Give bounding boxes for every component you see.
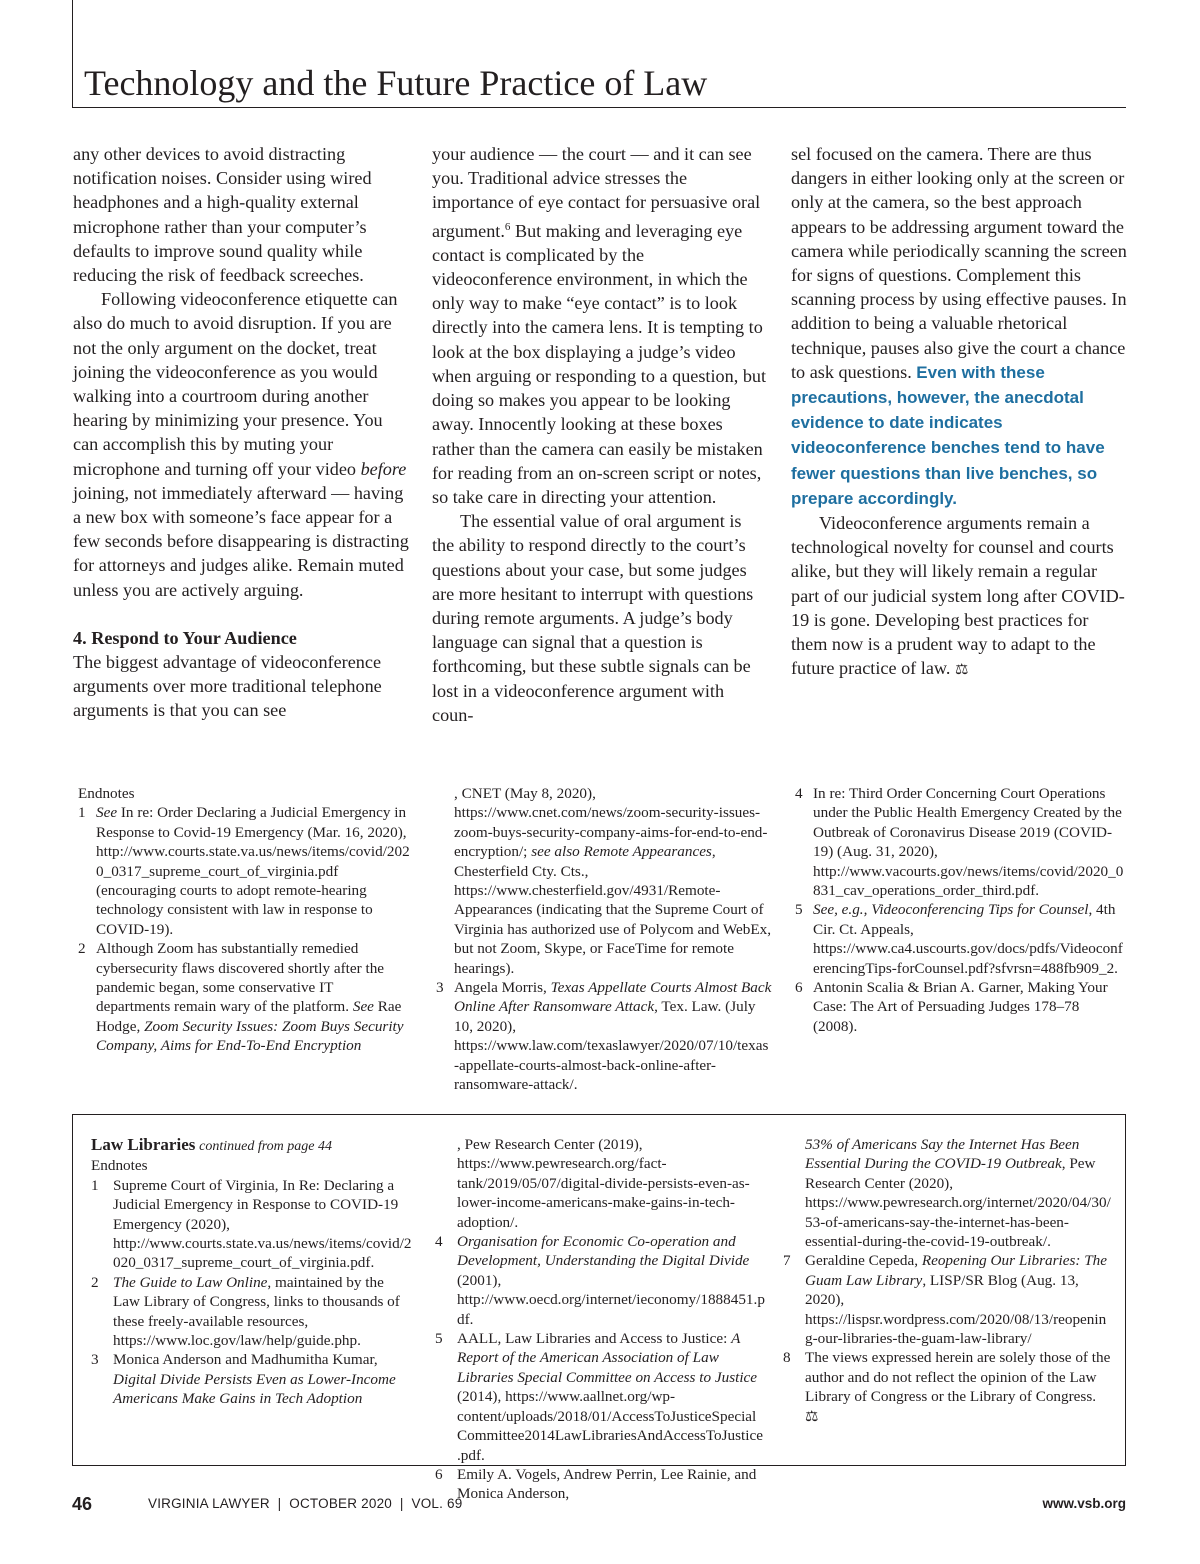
endnote-item: 4 Organisation for Economic Co-operation and Development, Understanding the Digital Divide (2001), http://www.oecd.org/internet/ieconomy/1888451.pdf. xyxy=(435,1233,765,1328)
endnotes-column-3 xyxy=(791,784,1127,1036)
endnote-item: 1 Supreme Court of Virginia, In Re: Declaring a Judicial Emergency in Response to COVID-19 Emergency (2020), http://www.courts.state.va.us/news/items/covid/2020_0317_supreme_court_of_virginia.pdf. xyxy=(91,1176,412,1272)
endnote-item: 6 Antonin Scalia & Brian A. Garner, Making Your Case: The Art of Persuading Judges 178–78 (2008). xyxy=(795,979,1108,1035)
sidebar-column-3 xyxy=(783,1135,1113,1427)
article-column-3 xyxy=(791,142,1127,682)
emphasis: before xyxy=(360,458,407,479)
paragraph: Following videoconference etiquette can also do much to avoid disruption. If you are not the only argument on the docket, treat joining the videoconference as you would walking into a courtroom during another hearing by minimizing your presence. You can accomplish this by muting your microphone and turning off your video before joining, not immediately afterward — having a new box with someone’s face appear for a few seconds before disappearing is distracting for attorneys and judges alike. Remain muted unless you are actively arguing. xyxy=(73,289,409,600)
section-heading: 4. Respond to Your Audience xyxy=(73,627,297,648)
endnote-item: 5 AALL, Law Libraries and Access to Justice: A Report of the American Association of Law Libraries Special Committee on Access to Justice (2014), https://www.aallnet.org/wp-content/uploads/2018/01/AccessToJusticeSpecialCommittee2014LawLibrariesAndAccessToJustice.pdf. xyxy=(435,1330,763,1464)
pull-highlight: Even with these precautions, however, the anecdotal evidence to date indicates videoconference benches tend to have fewer questions than live benches, so prepare accordingly. xyxy=(791,362,1105,508)
scales-icon: ⚖ xyxy=(954,662,969,679)
paragraph: Videoconference arguments remain a technological novelty for counsel and courts alike, but they will likely remain a regular part of our judicial system long after COVID-19 is gone. Developing best practices for them now is a prudent way to adapt to the future practice of law. ⚖ xyxy=(791,513,1125,679)
scales-icon: ⚖ xyxy=(805,1408,819,1425)
website-link[interactable]: www.vsb.org xyxy=(1042,1496,1126,1511)
header-rule-vertical xyxy=(72,0,73,107)
page-title: Technology and the Future Practice of Law xyxy=(84,63,708,103)
paragraph: The biggest advantage of videoconference arguments over more traditional telephone arguments is that you can see xyxy=(73,652,382,721)
endnote-item-continued: 53% of Americans Say the Internet Has Been Essential During the COVID-19 Outbreak, Pew Research Center (2020), https://www.pewresearch.org/internet/2020/04/30/53-of-americans-say-the-internet-has-been-essential-during-the-covid-19-outbreak/. xyxy=(805,1136,1111,1251)
article-column-2 xyxy=(432,142,768,727)
endnote-item: 6 Emily A. Vogels, Andrew Perrin, Lee Rainie, and Monica Anderson, xyxy=(435,1465,757,1503)
page-footer xyxy=(72,1490,1126,1518)
law-libraries-sidebar xyxy=(72,1114,1126,1503)
endnotes-label: Endnotes xyxy=(78,785,135,802)
sidebar-title: Law Libraries continued from page 44 xyxy=(91,1135,333,1154)
article-column-1 xyxy=(73,142,409,723)
header-rule xyxy=(72,107,1126,108)
endnotes-column-1 xyxy=(74,784,410,1056)
paragraph: sel focused on the camera. There are thus dangers in either looking only at the screen or only at the camera, so the best approach appears to be addressing argument toward the camera while periodically scanning the screen for signs of questions. Complement this scanning process by using effective pauses. In addition to being a valuable rhetorical technique, pauses also give the court a chance to ask questions. Even with these precautions, however, the anecdotal evidence to date indicates videoconference benches tend to have fewer questions than live benches, so prepare accordingly. xyxy=(791,144,1127,508)
endnote-item: 3 Monica Anderson and Madhumitha Kumar, Digital Divide Persists Even as Lower-Income Americans Make Gains in Tech Adoption xyxy=(91,1351,396,1408)
endnotes-label: Endnotes xyxy=(91,1157,148,1175)
paragraph: any other devices to avoid distracting notification noises. Consider using wired headphones and a high-quality external microphone rather than your computer’s defaults to improve sound quality while reducing the risk of feedback screeches. xyxy=(73,144,372,286)
endnote-item-continued: , CNET (May 8, 2020), https://www.cnet.com/news/zoom-security-issues-zoom-buys-security-company-aims-for-end-to-end-encryption/; see also Remote Appearances, Chesterfield Cty. Cts., https://www.chesterfield.gov/4931/Remote-Appearances (indicating that the Supreme Court of Virginia has authorized use of Polycom and WebEx, but not Zoom, Skype, or FaceTime for remote hearings). xyxy=(454,785,772,977)
endnote-item: 2 Although Zoom has substantially remedied cybersecurity flaws discovered shortly after the pandemic began, some conservative IT departments remain wary of the platform. See Rae Hodge, Zoom Security Issues: Zoom Buys Security Company, Aims for End-To-End Encryption xyxy=(78,940,404,1055)
paragraph: The essential value of oral argument is the ability to respond directly to the court’s questions about your case, but some judges are more hesitant to interrupt with questions during remote arguments. A judge’s body language can signal that a question is forthcoming, but these subtle signals can be lost in a videoconference argument with coun- xyxy=(432,511,754,725)
endnote-item: 7 Geraldine Cepeda, Reopening Our Libraries: The Guam Law Library, LISP/SR Blog (Aug. 13, 2020), https://lispsr.wordpress.com/2020/08/13/reopening-our-libraries-the-guam-law-library/ xyxy=(783,1252,1108,1348)
publication-info: VIRGINIA LAWYER | OCTOBER 2020 | VOL. 69 xyxy=(148,1496,463,1511)
sidebar-column-1 xyxy=(91,1135,413,1409)
endnote-item: 4 In re: Third Order Concerning Court Operations under the Public Health Emergency Created by the Outbreak of Coronavirus Disease 2019 (COVID-19) (Aug. 31, 2020), http://www.vacourts.gov/news/items/covid/2020_0831_cav_operations_order_third.pdf. xyxy=(795,785,1124,900)
endnote-item: 2 The Guide to Law Online, maintained by the Law Library of Congress, links to thousands of these freely-available resources, https://www.loc.gov/law/help/guide.php. xyxy=(91,1273,400,1350)
endnote-item: 1 See In re: Order Declaring a Judicial Emergency in Response to Covid-19 Emergency (Mar. 16, 2020), http://www.courts.state.va.us/news/items/covid/2020_0317_supreme_court_of_virginia.pdf (encouraging courts to adopt remote-hearing technology consistent with law in response to COVID-19). xyxy=(78,804,410,938)
endnote-item: 3 Angela Morris, Texas Appellate Courts Almost Back Online After Ransomware Attack, Tex. Law. (July 10, 2020), https://www.law.com/texaslawyer/2020/07/10/texas-appellate-courts-almost-back-online-after-ransomware-attack/. xyxy=(436,979,772,1094)
sidebar-column-2 xyxy=(435,1135,765,1504)
endnote-item-continued: , Pew Research Center (2019), https://www.pewresearch.org/fact-tank/2019/05/07/digital-divide-persists-even-as-lower-income-americans-make-gains-in-tech-adoption/. xyxy=(457,1136,750,1231)
paragraph: your audience — the court — and it can see you. Traditional advice stresses the importance of eye contact for persuasive oral argument.$^6$ But making and leveraging eye contact is complicated by the videoconference environment, in which the only way to make “eye contact” is to look directly into the camera lens. It is tempting to look at the box displaying a judge’s video when arguing or responding to a question, but doing so makes you appear to be looking away. Innocently looking at these boxes rather than the camera can easily be mistaken for reading from an on-screen script or notes, so take care in directing your attention. xyxy=(432,144,767,507)
page-number: 46 xyxy=(72,1494,93,1514)
endnotes-column-2 xyxy=(432,784,772,1095)
endnote-item: 5 See, e.g., Videoconferencing Tips for Counsel, 4th Cir. Ct. Appeals, https://www.ca4.uscourts.gov/docs/pdfs/VideoconferencingTips-forCounsel.pdf?sfvrsn=488fb909_2. xyxy=(795,901,1123,977)
footnote-ref: 6 xyxy=(504,220,511,233)
endnote-item: 8 The views expressed herein are solely those of the author and do not reflect the opinion of the Law Library of Congress or the Library of Congress. ⚖ xyxy=(783,1349,1111,1425)
